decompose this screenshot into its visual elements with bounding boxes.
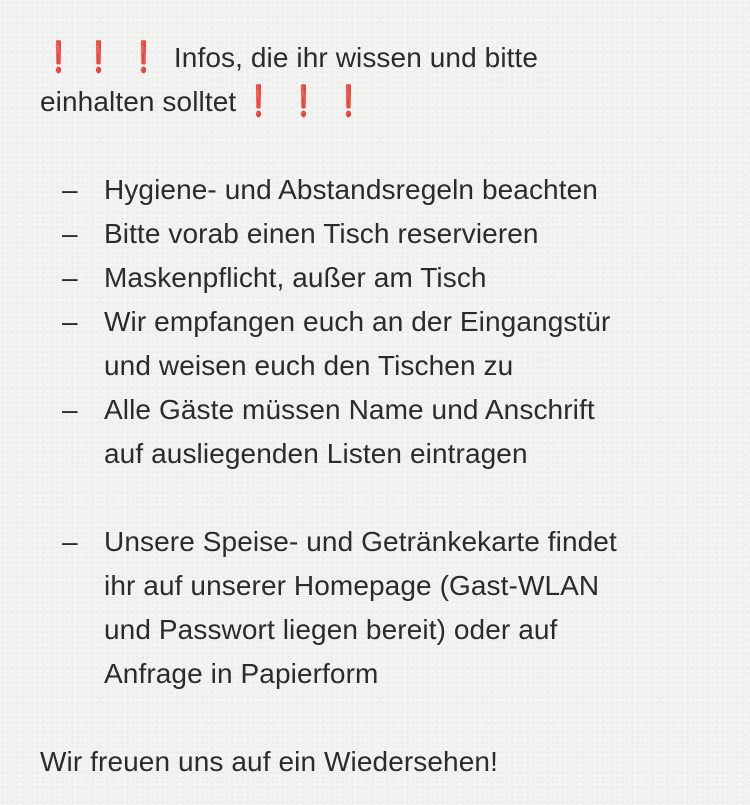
dash-bullet: – bbox=[62, 394, 78, 425]
exclamation-icon: ❗ bbox=[244, 85, 273, 118]
exclamation-icon: ❗ bbox=[289, 85, 318, 118]
rule-item-reservation bbox=[40, 212, 720, 256]
rule-text: auf ausliegenden Listen eintragen bbox=[104, 438, 528, 469]
rule-text: Maskenpflicht, außer am Tisch bbox=[104, 262, 487, 293]
rule-item-menu bbox=[40, 520, 720, 696]
dash-bullet: – bbox=[62, 218, 78, 249]
heading-line-1: Infos, die ihr wissen und bitte bbox=[173, 42, 539, 73]
rule-text: Bitte vorab einen Tisch reservieren bbox=[104, 218, 539, 249]
exclamation-icon: ❗ bbox=[44, 41, 73, 74]
rule-text: Anfrage in Papierform bbox=[104, 658, 379, 689]
rule-text: Wir empfangen euch an der Eingangstür bbox=[104, 306, 611, 337]
exclamation-icon: ❗ bbox=[334, 85, 363, 118]
rule-text: Alle Gäste müssen Name und Anschrift bbox=[104, 394, 595, 425]
rule-text: ihr auf unserer Homepage (Gast-WLAN bbox=[104, 570, 600, 601]
dash-bullet: – bbox=[62, 526, 78, 557]
heading-line-2-wrap bbox=[40, 86, 371, 117]
exclamation-icon: ❗ bbox=[129, 41, 158, 74]
heading-line-2: einhalten solltet bbox=[40, 86, 237, 117]
rule-text: Hygiene- und Abstandsregeln beachten bbox=[104, 174, 598, 205]
rules-list bbox=[40, 168, 720, 696]
note-document bbox=[40, 36, 720, 784]
closing-line: Wir freuen uns auf ein Wiedersehen! bbox=[40, 746, 498, 777]
rule-item-entrance bbox=[40, 300, 720, 388]
rule-item-hygiene bbox=[40, 168, 720, 212]
heading bbox=[40, 36, 720, 124]
exclamation-icon: ❗ bbox=[84, 41, 113, 74]
rule-text: Unsere Speise- und Getränkekarte findet bbox=[104, 526, 617, 557]
rule-text: und Passwort liegen bereit) oder auf bbox=[104, 614, 558, 645]
rule-item-guest-list bbox=[40, 388, 720, 476]
dash-bullet: – bbox=[62, 174, 78, 205]
rule-item-mask bbox=[40, 256, 720, 300]
dash-bullet: – bbox=[62, 306, 78, 337]
rule-text: und weisen euch den Tischen zu bbox=[104, 350, 514, 381]
dash-bullet: – bbox=[62, 262, 78, 293]
